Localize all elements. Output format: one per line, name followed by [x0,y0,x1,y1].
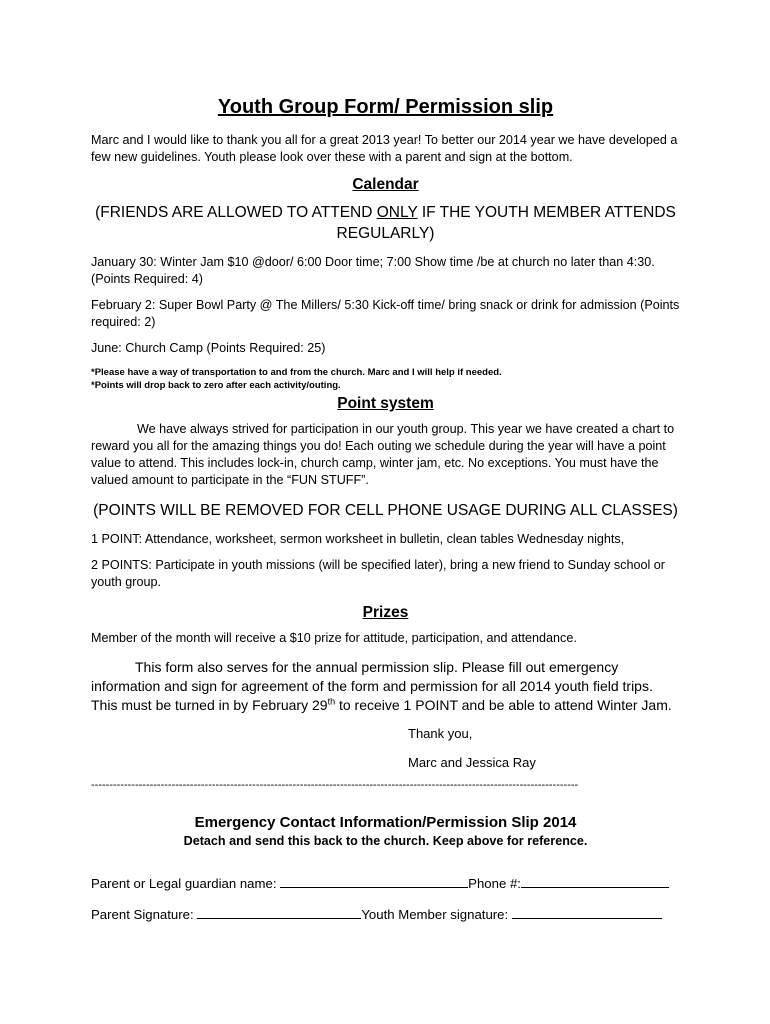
guardian-name-field[interactable] [280,874,468,888]
calendar-item-june: June: Church Camp (Points Required: 25) [91,341,326,355]
note-points-reset: *Points will drop back to zero after each activity/outing. [91,380,341,391]
friends-notice-only: ONLY [376,204,418,221]
guardian-row [91,874,680,893]
thank-you-line: Thank you, [408,726,473,741]
guardian-label: Parent or Legal guardian name: [91,876,281,891]
note-transportation: *Please have a way of transportation to and from the church. Marc and I will help if needed. [91,367,502,378]
document-title: Youth Group Form/ Permission slip [217,96,554,118]
cell-phone-notice: (POINTS WILL BE REMOVED FOR CELL PHONE USAGE DURING ALL CLASSES) [93,502,678,519]
calendar-heading: Calendar [352,176,419,193]
friends-notice-after: IF THE YOUTH MEMBER ATTENDS REGULARLY) [336,204,676,242]
phone-field[interactable] [521,874,669,888]
point-system-paragraph: We have always strived for participation in our youth group. This year we have created a chart to reward you all for the amazing things you do! Each outing we schedule during the year will have a point value to attend. This includes lock-in, church camp, winter jam, etc. No exceptions. You must have the valued amount to participate in the “FUN STUFF”. [91,422,675,487]
point-system-heading: Point system [337,395,434,412]
permission-paragraph [91,658,680,715]
permission-sup: th [327,696,336,707]
calendar-item-february: February 2: Super Bowl Party @ The Millers/ 5:30 Kick-off time/ bring snack or drink for admission (Points required: 2) [91,298,680,329]
permission-text-after: to receive 1 POINT and be able to attend Winter Jam. [335,697,672,713]
friends-notice-before: (FRIENDS ARE ALLOWED TO ATTEND [95,204,377,221]
signature-line: Marc and Jessica Ray [408,755,536,770]
intro-paragraph: Marc and I would like to thank you all for a great 2013 year! To better our 2014 year we have developed a few new guidelines. Youth please look over these with a parent and sign at the bottom. [91,133,678,164]
parent-signature-label: Parent Signature: [91,907,198,922]
signature-row [91,905,680,924]
prizes-heading: Prizes [362,604,409,621]
calendar-item-january: January 30: Winter Jam $10 @door/ 6:00 Door time; 7:00 Show time /be at church no later than 4:30. (Points Required: 4) [91,255,655,286]
emergency-title: Emergency Contact Information/Permission Slip 2014 [194,814,577,831]
two-points-rule: 2 POINTS: Participate in youth missions (will be specified later), bring a new friend to Sunday school or youth group. [91,558,665,589]
prizes-text: Member of the month will receive a $10 prize for attitude, participation, and attendance. [91,631,577,645]
youth-signature-field[interactable] [512,905,662,919]
one-point-rule: 1 POINT: Attendance, worksheet, sermon worksheet in bulletin, clean tables Wednesday nights, [91,532,625,546]
detach-divider: ------------------------------------------------------------------------------------------------------------------------------------- [91,779,579,791]
emergency-subtitle: Detach and send this back to the church. Keep above for reference. [183,834,588,848]
parent-signature-field[interactable] [197,905,361,919]
youth-signature-label: Youth Member signature: [361,907,512,922]
calendar-notes [91,366,680,392]
friends-notice [91,202,680,244]
permission-text-before: This form also serves for the annual permission slip. Please fill out emergency information and sign for agreement of the form and permission for all 2014 youth field trips. This must be turned in by February 29 [91,659,653,713]
phone-label: Phone #: [468,876,521,891]
document-page [91,94,680,936]
